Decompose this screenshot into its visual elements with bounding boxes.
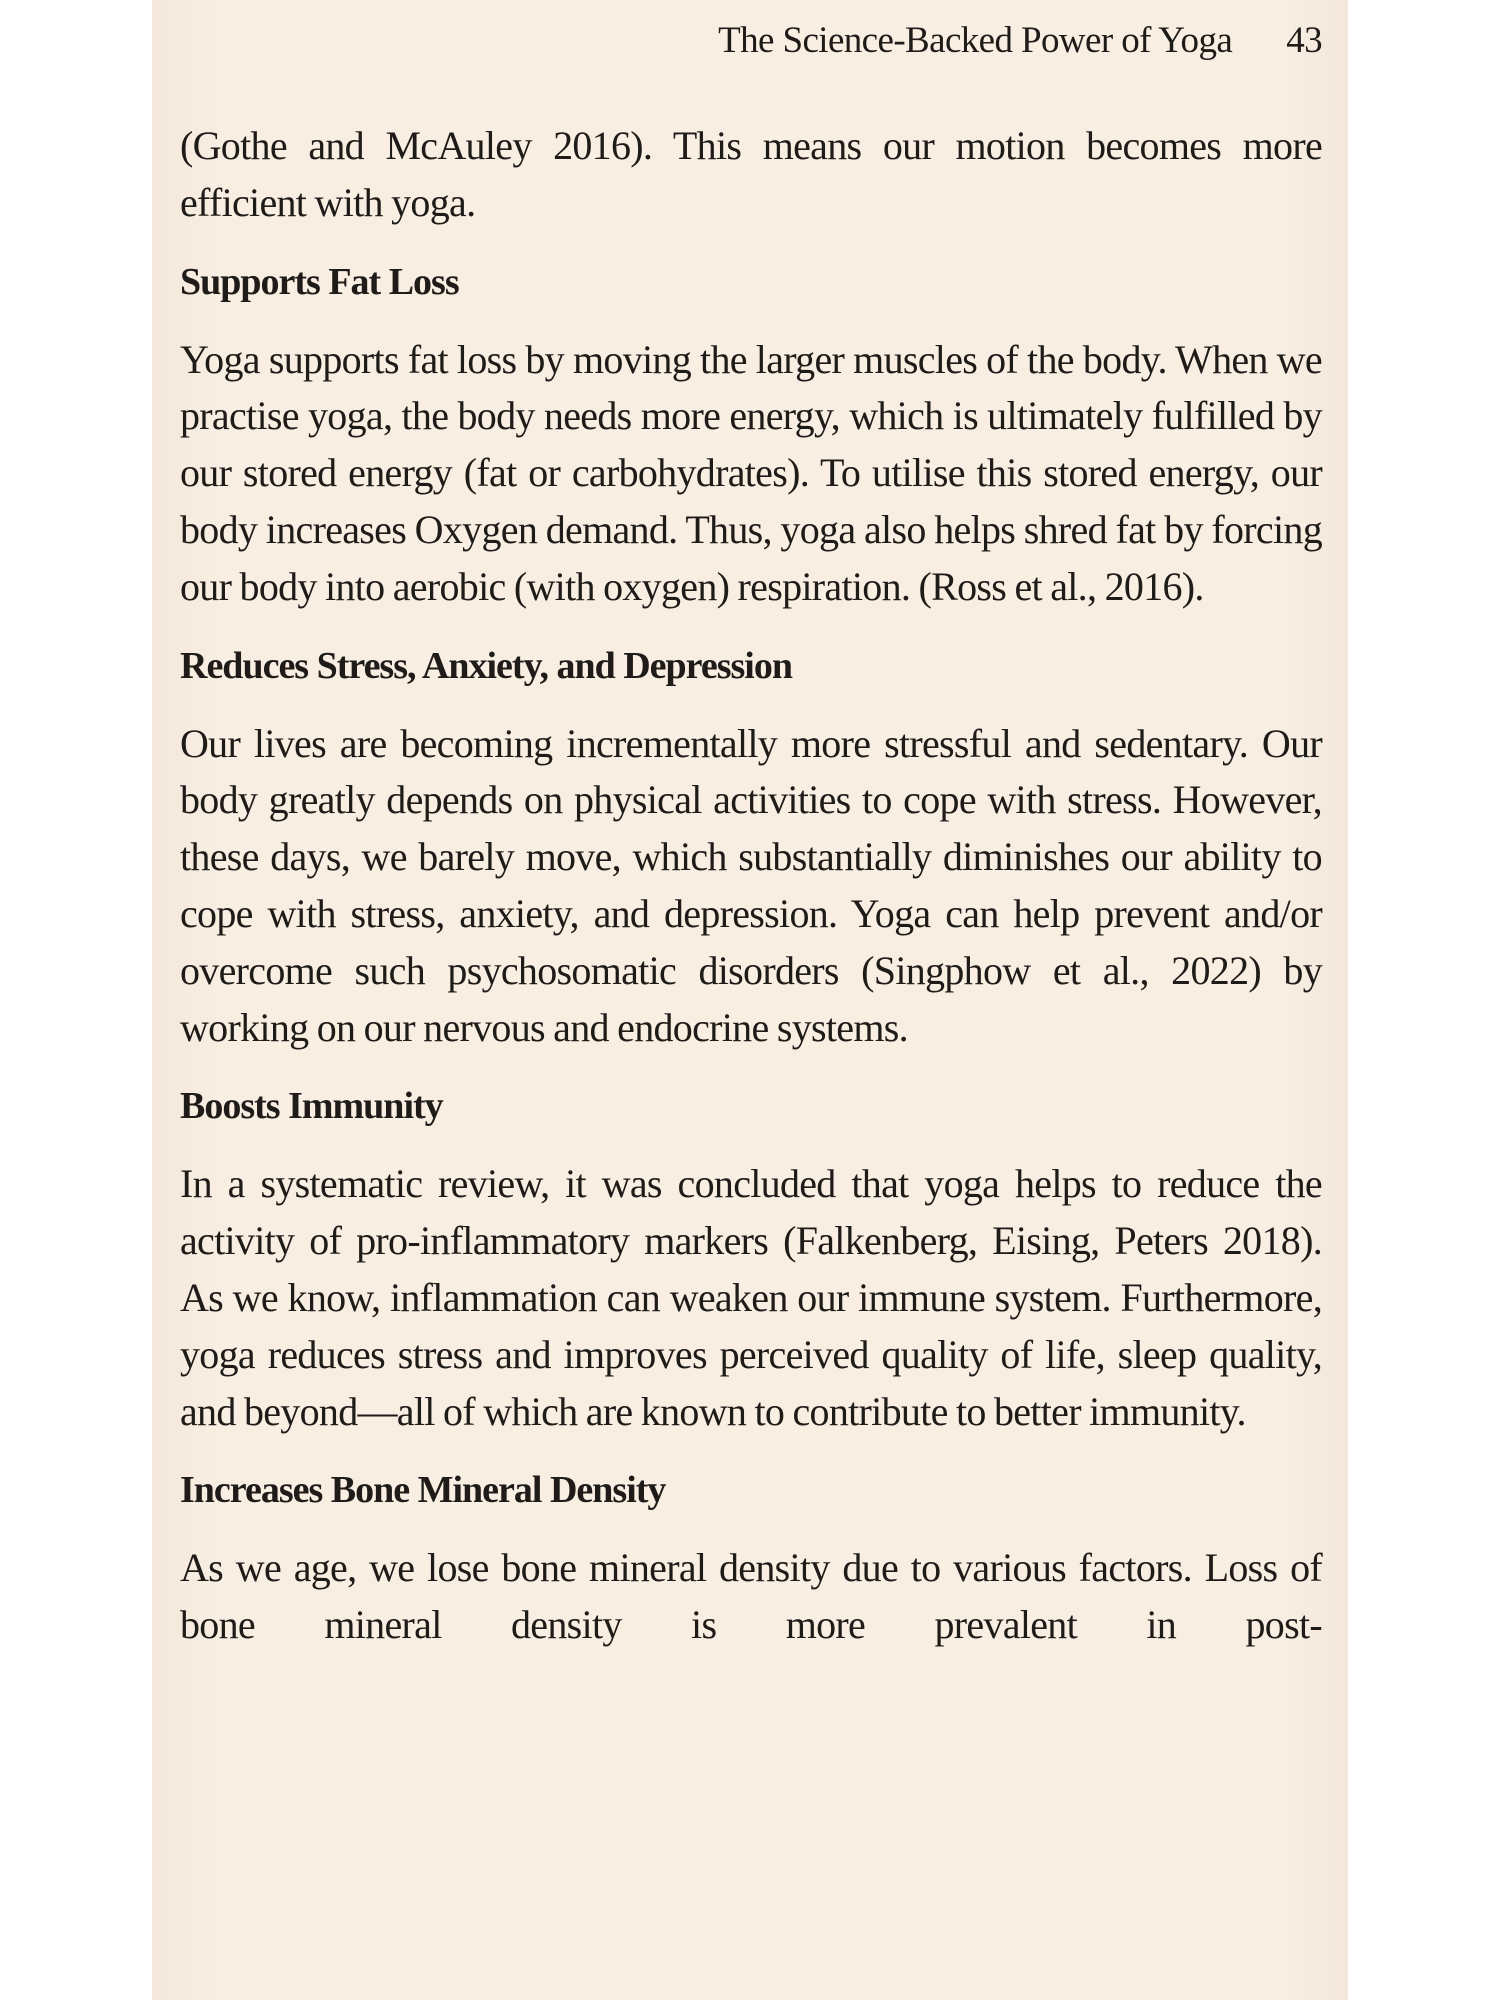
body-text: [180, 118, 1322, 1654]
intro-paragraph: (Gothe and McAuley 2016). This means our motion becomes more efficient with yoga.: [180, 123, 1322, 225]
section-paragraph-bone-density: As we age, we lose bone mineral density due to various factors. Loss of bone mineral density is more prevalent in post-: [180, 1545, 1322, 1648]
section-heading-bone-density: Increases Bone Mineral Density: [180, 1469, 666, 1512]
running-head: [718, 10, 1322, 70]
section-paragraph-fat-loss: Yoga supports fat loss by moving the larger muscles of the body. When we practise yoga, the body needs more energy, which is ultimately fulfilled by our stored energy (fat or carbohydrates). To utilise this stored energy, our body increases Oxygen demand. Thus, yoga also helps shred fat by forcing our body into aerobic (with oxygen) respiration. (Ross et al., 2016).: [180, 336, 1322, 609]
section-paragraph-immunity: In a systematic review, it was concluded that yoga helps to reduce the activity of pro-inflammatory markers (Falkenberg, Eising, Peters 2018). As we know, inflammation can weaken our immune system. Furthermore, yoga reduces stress and improves perceived quality of life, sleep quality, and beyond—all of which are known to contribute to better immunity.: [180, 1161, 1322, 1434]
spacer: [180, 616, 1322, 638]
spacer: [180, 1440, 1322, 1462]
book-page: [152, 0, 1348, 2000]
section-paragraph-stress: Our lives are becoming incrementally more stressful and sedentary. Our body greatly depends on physical activities to cope with stress. However, these days, we barely move, which substantially diminishes our ability to cope with stress, anxiety, and depression. Yoga can help prevent and/or overcome such psychosomatic disorders (Singphow et al., 2022) by working on our nervous and endocrine systems.: [180, 720, 1322, 1050]
spacer: [180, 1134, 1322, 1156]
spacer: [180, 232, 1322, 254]
spacer: [180, 1518, 1322, 1540]
spacer: [180, 310, 1322, 332]
spacer: [180, 1056, 1322, 1078]
section-heading-immunity: Boosts Immunity: [180, 1085, 443, 1128]
section-heading-fat-loss: Supports Fat Loss: [180, 260, 459, 303]
section-heading-stress: Reduces Stress, Anxiety, and Depression: [180, 644, 792, 687]
running-head-title: The Science-Backed Power of Yoga: [718, 19, 1233, 61]
page-number: 43: [1286, 19, 1322, 61]
spacer: [180, 694, 1322, 716]
